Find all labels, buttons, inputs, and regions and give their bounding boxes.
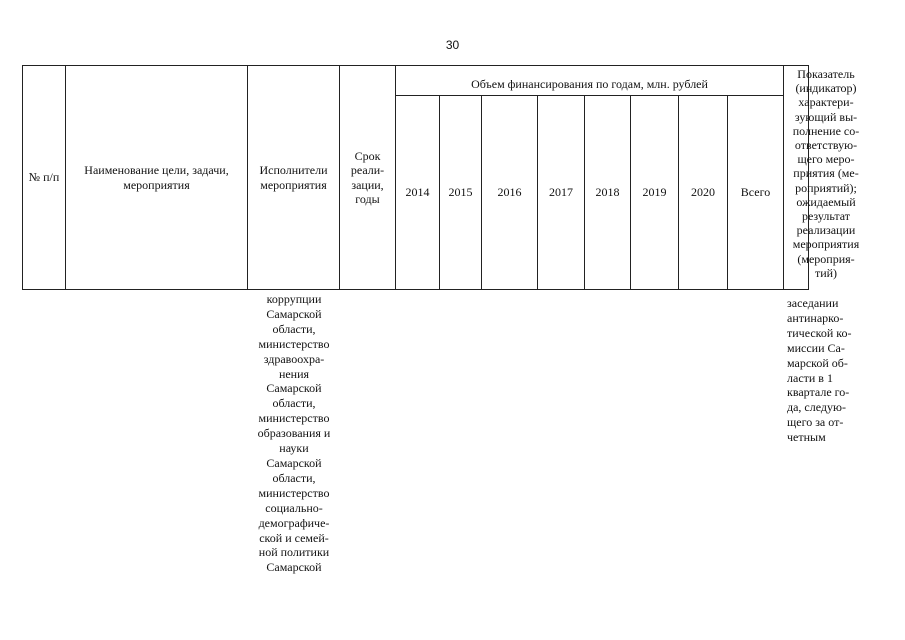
page-number: 30	[445, 38, 460, 52]
header-executors: Исполнители мероприятия	[259, 163, 328, 192]
header-term: Срок реали- зации, годы	[350, 148, 385, 206]
header-bottom-border	[22, 289, 809, 290]
header-year-2014: 2014	[405, 185, 430, 200]
header-name: Наименование цели, задачи, мероприятия	[84, 163, 229, 192]
header-num: № п/п	[28, 170, 60, 185]
header-year-2020: 2020	[691, 185, 715, 200]
header-year-2015: 2015	[448, 185, 473, 200]
header-year-2016: 2016	[497, 185, 522, 200]
header-year-2017: 2017	[549, 185, 573, 200]
header-funding-title: Объем финансирования по годам, млн. рублей	[471, 77, 708, 92]
indicator-text: заседании антинарко- тической ко- миссии Са- марской об- ласти в 1 квартале го- да, следую- щего за от- четным	[787, 296, 852, 445]
header-total: Всего	[740, 185, 771, 200]
executors-text: коррупции Самарской области, министерство здравоохра- нения Самарской области, министерство образования и науки Самарской области, министерство социально- демографиче- ской и семей- ной политики Самарской	[257, 292, 331, 575]
header-year-2019: 2019	[642, 185, 667, 200]
header-year-2018: 2018	[595, 185, 620, 200]
header-indicator: Показатель (индикатор) характери- зующий вы- полнение со- ответствую- щего меро- приятия (ме- роприятий); ожидаемый результат реализации мероприятия (мероприя- тий)	[792, 67, 860, 280]
